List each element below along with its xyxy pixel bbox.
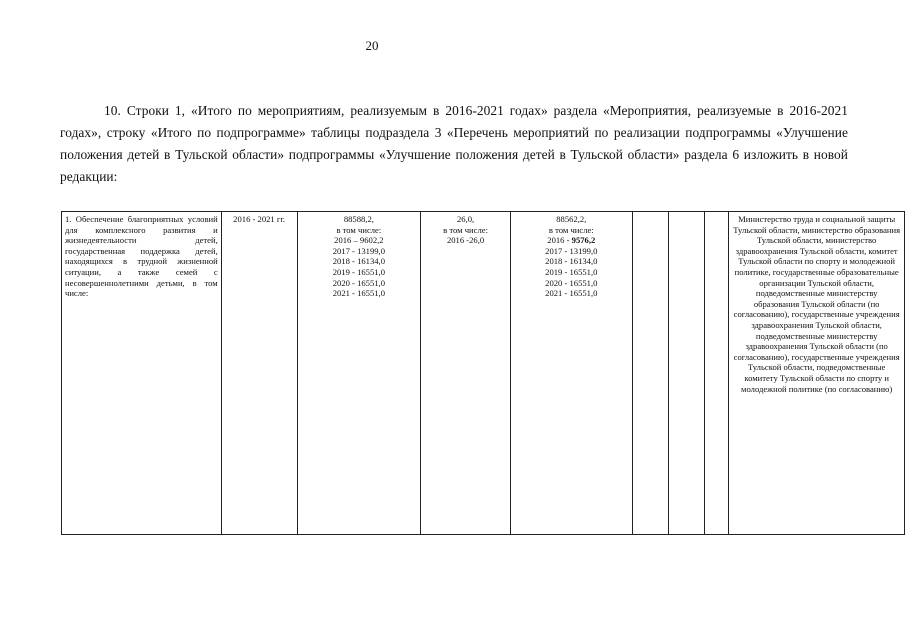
- executors-list: Министерство труда и социальной защиты Тульской области, министерство образования Тульской области, министерство здравоохранения Тульской области, комитет Тульской области по спорту и молодежной политике, государственные образовательные организации Тульской области, подведомственные министерству образования Тульской области (по согласованию), государственные учреждения здравоохранения Тульской области, подведомственные министерству здравоохранения Тульской области (по согласованию), государственные учреждения Тульской области, подведомственные комитету Тульской области по спорту и молодежной политике (по согласованию): [733, 214, 901, 394]
- measure-description: 1. Обеспечение благоприятных условий для комплексного развития и жизнедеятельности детей, государственная поддержка детей, находящихся в трудной жизненной ситуации, а также семей с несовершеннолетними детьми, в том числе:: [65, 214, 218, 299]
- period: 2016 - 2021 гг.: [233, 214, 286, 224]
- federal-funding-cell: [421, 212, 511, 535]
- regional-year-2021: 2021 - 16551,0: [545, 288, 598, 299]
- total-year-2021: 2021 - 16551,0: [332, 288, 385, 299]
- regional-incl-label: в том числе:: [548, 224, 594, 235]
- total-year-2018: 2018 - 16134,0: [332, 256, 385, 267]
- table-row: [62, 212, 905, 535]
- regional-amount: 88562,2,: [556, 214, 587, 224]
- regional-year-2016-prefix: 2016 -: [547, 235, 572, 246]
- federal-amount: 26,0,: [456, 214, 475, 224]
- federal-incl-label: в том числе:: [443, 224, 488, 235]
- empty-cell: [705, 212, 729, 535]
- total-year-2016: 2016 – 9602,2: [334, 235, 384, 246]
- measures-table: [61, 211, 905, 535]
- measure-description-cell: [62, 212, 222, 535]
- total-amount: 88588,2,: [343, 214, 374, 224]
- regional-year-2020: 2020 - 16551,0: [545, 277, 598, 288]
- federal-year-2016: 2016 -26,0: [446, 235, 485, 246]
- total-year-2017: 2017 - 13199,0: [332, 245, 385, 256]
- regional-year-2016: [514, 235, 629, 246]
- regional-year-2017: 2017 - 13199,0: [545, 245, 598, 256]
- regional-year-2018: 2018 - 16134,0: [545, 256, 598, 267]
- regional-year-2019: 2019 - 16551,0: [545, 266, 598, 277]
- total-year-2020: 2020 - 16551,0: [332, 277, 385, 288]
- local-funding-cell: [632, 212, 668, 535]
- total-incl-label: в том числе:: [336, 224, 382, 235]
- amendment-paragraph: 10. Строки 1, «Итого по мероприятиям, реализуемым в 2016-2021 годах» раздела «Мероприятия, реализуемые в 2016-2021 годах», строку «Итого по подпрограмме» таблицы подраздела 3 «Перечень мероприятий по реализации подпрограммы «Улучшение положения детей в Тульской области» подпрограммы «Улучшение положения детей в Тульской области» раздела 6 изложить в новой редакции:: [60, 103, 848, 184]
- total-year-2019: 2019 - 16551,0: [332, 266, 385, 277]
- period-cell: [221, 212, 297, 535]
- other-funding-cell: [668, 212, 705, 535]
- total-funding-cell: [297, 212, 421, 535]
- page-number: 20: [365, 38, 379, 53]
- executors-cell: [729, 212, 905, 535]
- regional-year-2016-value: 9576,2: [571, 235, 596, 246]
- regional-funding-cell: [510, 212, 632, 535]
